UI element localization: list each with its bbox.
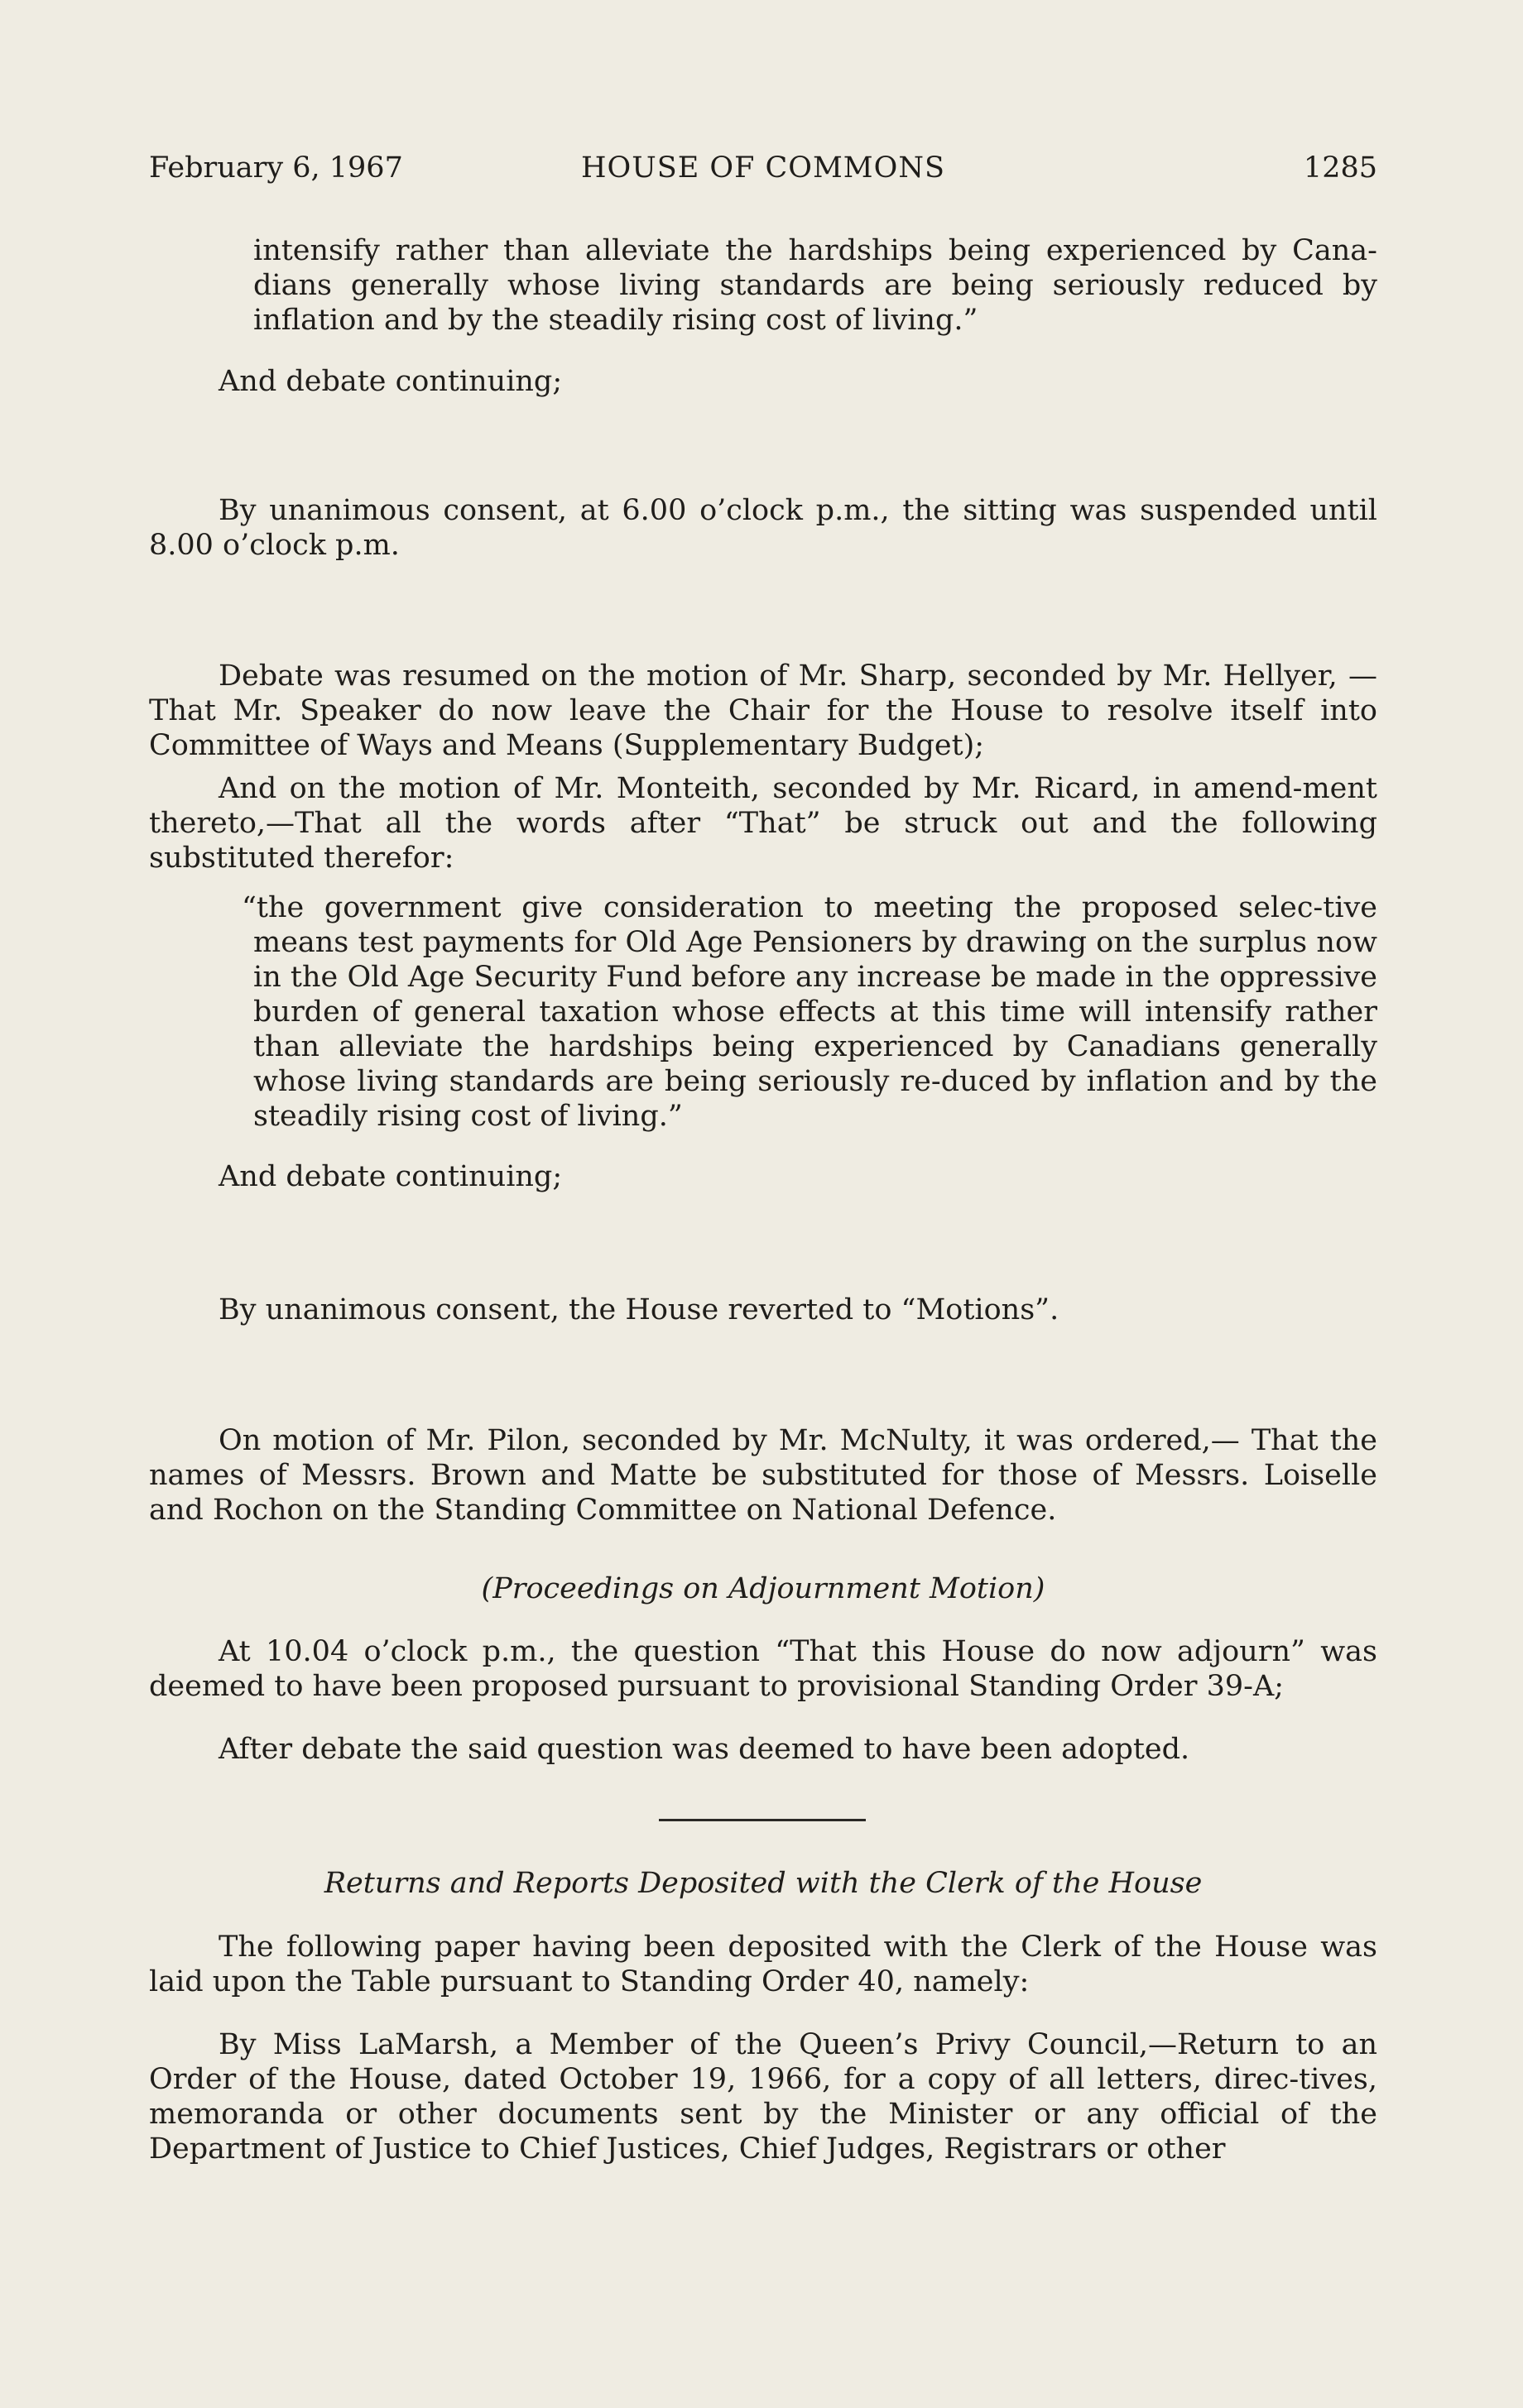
amendment-quote: “the government give consideration to meeting the proposed selec-tive means test payments for Old Age Pensioners by drawing on the surplus now in the Old Age Security Fund before any increase be made in the oppressive burden of general taxation whose effects at this time will intensify rather than alleviate the hardships being experienced by Canadians generally whose living standards are being seriously re-duced by inflation and by the steadily rising cost of living.” — [242, 891, 1377, 1133]
quote-continuation: intensify rather than alleviate the hardships being experienced by Cana-dians generally whose living standards are being seriously reduced by inflation and by the steadily rising cost of living.” — [253, 234, 1377, 337]
debate-resumed: Debate was resumed on the motion of Mr. Sharp, seconded by Mr. Hellyer, —That Mr. Speaker do now leave the Chair for the House to resolve itself into Committee of Ways and Means (Supplementary Budget); — [149, 660, 1377, 762]
lamarsh-return: By Miss LaMarsh, a Member of the Queen’s Privy Council,—Return to an Order of the House, dated October 19, 1966, for a copy of all letters, direc-tives, memoranda or other documents sent by the Minister or any official of the Department of Justice to Chief Justices, Chief Judges, Registrars or other — [149, 2028, 1377, 2166]
adjournment-question: At 10.04 o’clock p.m., the question “That this House do now adjourn” was deemed to have been proposed pursuant to provisional Standing Order 39-A; — [149, 1635, 1377, 1703]
paper-deposited: The following paper having been deposited with the Clerk of the House was laid upon the Table pursuant to Standing Order 40, namely: — [149, 1931, 1377, 1998]
debate-continuing-1: And debate continuing; — [219, 365, 563, 398]
sitting-suspended: By unanimous consent, at 6.00 o’clock p.m., the sitting was suspended until 8.00 o’clock p.m. — [149, 494, 1377, 562]
reverted-to-motions: By unanimous consent, the House reverted to “Motions”. — [219, 1293, 1059, 1326]
page-header — [149, 147, 1377, 189]
debate-continuing-2: And debate continuing; — [219, 1160, 563, 1193]
amendment-motion: And on the motion of Mr. Monteith, seconded by Mr. Ricard, in amend-ment thereto,—That all the words after “That” be struck out and the following substituted therefor: — [149, 772, 1377, 875]
header-page-number: 1285 — [1303, 151, 1377, 185]
pilon-motion: On motion of Mr. Pilon, seconded by Mr. McNulty, it was ordered,— That the names of Messrs. Brown and Matte be substituted for those of Messrs. Loiselle and Rochon on the Standing Committee on National Defence. — [149, 1424, 1377, 1527]
question-adopted: After debate the said question was deemed to have been adopted. — [219, 1733, 1190, 1766]
header-title: HOUSE OF COMMONS — [581, 151, 945, 185]
section-divider — [659, 1819, 866, 1821]
proceedings-heading: (Proceedings on Adjournment Motion) — [481, 1572, 1045, 1605]
returns-heading: Returns and Reports Deposited with the Clerk of the House — [324, 1867, 1203, 1900]
header-date: February 6, 1967 — [149, 151, 403, 185]
